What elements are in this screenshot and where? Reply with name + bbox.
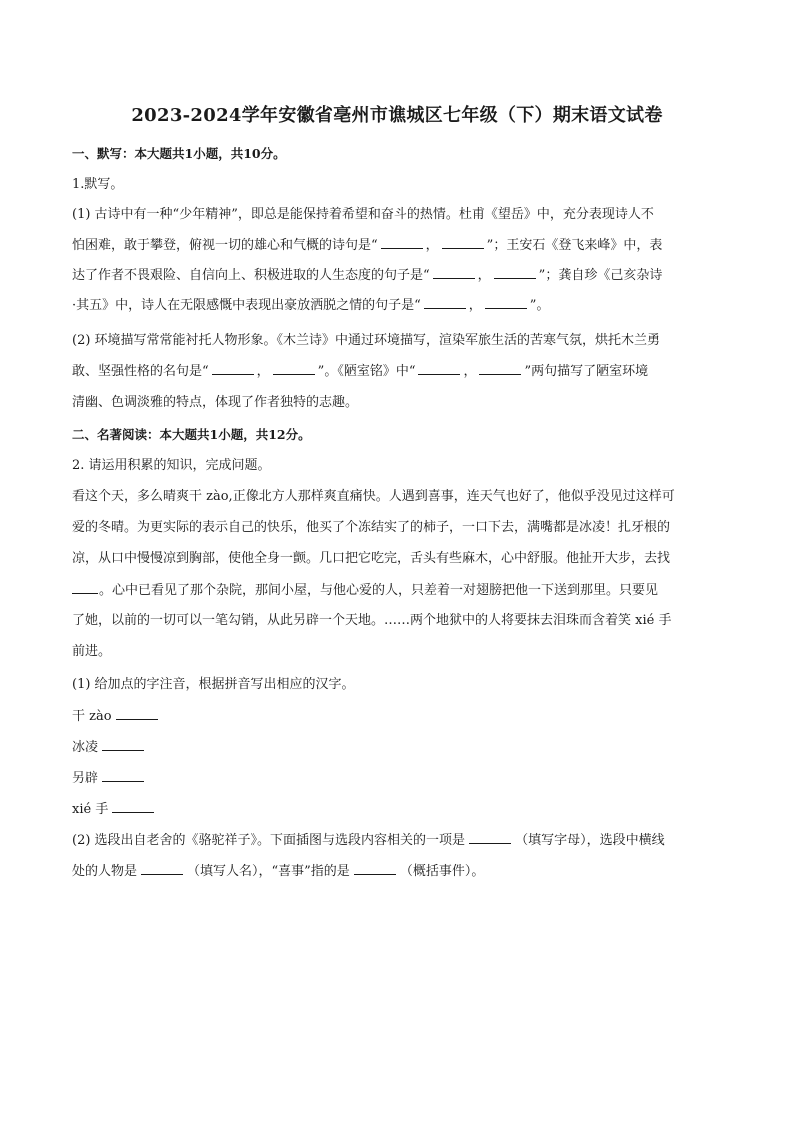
passage-line: 了她，以前的一切可以一笔勾销，从此另辟一个天地。……两个地狱中的人将要抹去泪珠而含着笑 xié 手	[72, 613, 672, 628]
q1-part1-line2	[72, 236, 722, 255]
text: （填写字母），选段中横线	[515, 833, 665, 848]
q1-part2-line1: (2) 环境描写常常能衬托人物形象。《木兰诗》中通过环境描写，渲染军旅生活的苦寒气氛，烘托木兰勇	[72, 333, 661, 348]
section-2-heading: 二、名著阅读：本大题共1小题，共12分。	[72, 427, 311, 442]
answer-blank[interactable]	[354, 862, 396, 875]
section-1-heading: 一、默写：本大题共1小题，共10分。	[72, 146, 286, 161]
answer-blank[interactable]	[381, 236, 423, 249]
text: 处的人物是	[72, 864, 138, 879]
answer-blank[interactable]	[433, 266, 475, 279]
q2-item	[72, 800, 722, 819]
q2-sub1-prompt: (1) 给加点的字注音，根据拼音写出相应的汉字。	[72, 677, 355, 692]
text: (2) 选段出自老舍的《骆驼祥子》。下面插图与选段内容相关的一项是	[72, 833, 466, 848]
answer-blank[interactable]	[112, 800, 154, 813]
text: 怕困难，敢于攀登，俯视一切的雄心和气概的诗句是“	[72, 238, 378, 253]
text: ，	[256, 364, 270, 379]
answer-blank[interactable]	[494, 266, 536, 279]
text: ，	[425, 238, 439, 253]
question-2-label: 2. 请运用积累的知识，完成问题。	[72, 458, 271, 473]
passage-line	[72, 581, 722, 600]
answer-blank[interactable]	[418, 362, 460, 375]
exam-title: 2023-2024学年安徽省亳州市谯城区七年级（下）期末语文试卷	[131, 105, 663, 126]
q1-part1-line3	[72, 266, 722, 285]
q1-part1-line4	[72, 296, 722, 315]
q1-part2-line3: 清幽、色调淡雅的特点，体现了作者独特的志趣。	[72, 395, 359, 410]
text: ·其五》中，诗人在无限感慨中表现出豪放洒脱之情的句子是“	[72, 298, 421, 313]
text: ”；王安石《登飞来峰》中，表	[486, 238, 663, 253]
passage-blank[interactable]	[72, 581, 98, 594]
answer-blank[interactable]	[141, 862, 183, 875]
answer-blank[interactable]	[424, 296, 466, 309]
answer-blank[interactable]	[116, 707, 158, 720]
text: （填写人名），“喜事”指的是	[187, 864, 350, 879]
q2-item	[72, 738, 722, 757]
item-label: 冰凌	[72, 740, 99, 755]
item-label: 干 zào	[72, 709, 112, 724]
answer-blank[interactable]	[485, 296, 527, 309]
answer-blank[interactable]	[442, 236, 484, 249]
text: ”两句描写了陋室环境	[524, 364, 649, 379]
item-label: xié 手	[72, 802, 109, 817]
passage-line: 看这个天，多么晴爽干 zào,正像北方人那样爽直痛快。人遇到喜事，连天气也好了，他似乎没见过这样可	[72, 489, 675, 504]
text: ，	[463, 364, 477, 379]
text: 达了作者不畏艰险、自信向上、积极进取的人生态度的句子是“	[72, 268, 430, 283]
answer-blank[interactable]	[479, 362, 521, 375]
item-label: 另辟	[72, 771, 99, 786]
answer-blank[interactable]	[469, 831, 511, 844]
q1-part1-line1: (1) 古诗中有一种“少年精神”，即总是能保持着希望和奋斗的热情。杜甫《望岳》中，充分表现诗人不	[72, 207, 654, 222]
text: （概括事件）。	[399, 864, 485, 879]
passage-line: 爱的冬晴。为更实际的表示自己的快乐，他买了个冻结实了的柿子，一口下去，满嘴都是冰凌！扎牙根的	[72, 520, 671, 535]
passage-line: 前进。	[72, 644, 112, 659]
q2-sub2-line1	[72, 831, 722, 850]
text: ，	[477, 268, 491, 283]
q2-item	[72, 707, 722, 726]
text: ”。	[529, 298, 550, 313]
q2-sub2-line2	[72, 862, 722, 881]
text: ，	[468, 298, 482, 313]
answer-blank[interactable]	[102, 769, 144, 782]
answer-blank[interactable]	[212, 362, 254, 375]
passage-line: 凉，从口中慢慢凉到胸部，使他全身一颤。几口把它吃完，舌头有些麻木，心中舒服。他扯开大步，去找	[72, 551, 671, 566]
text: 。心中已看见了那个杂院，那间小屋，与他心爱的人，只差着一对翅膀把他一下送到那里。只要见	[99, 583, 659, 598]
text: ”。《陋室铭》中“	[317, 364, 416, 379]
text: 敢、坚强性格的名句是“	[72, 364, 209, 379]
question-1-label: 1.默写。	[72, 177, 124, 192]
answer-blank[interactable]	[273, 362, 315, 375]
q1-part2-line2	[72, 362, 722, 381]
answer-blank[interactable]	[102, 738, 144, 751]
q2-item	[72, 769, 722, 788]
text: ”；龚自珍《己亥杂诗	[538, 268, 663, 283]
